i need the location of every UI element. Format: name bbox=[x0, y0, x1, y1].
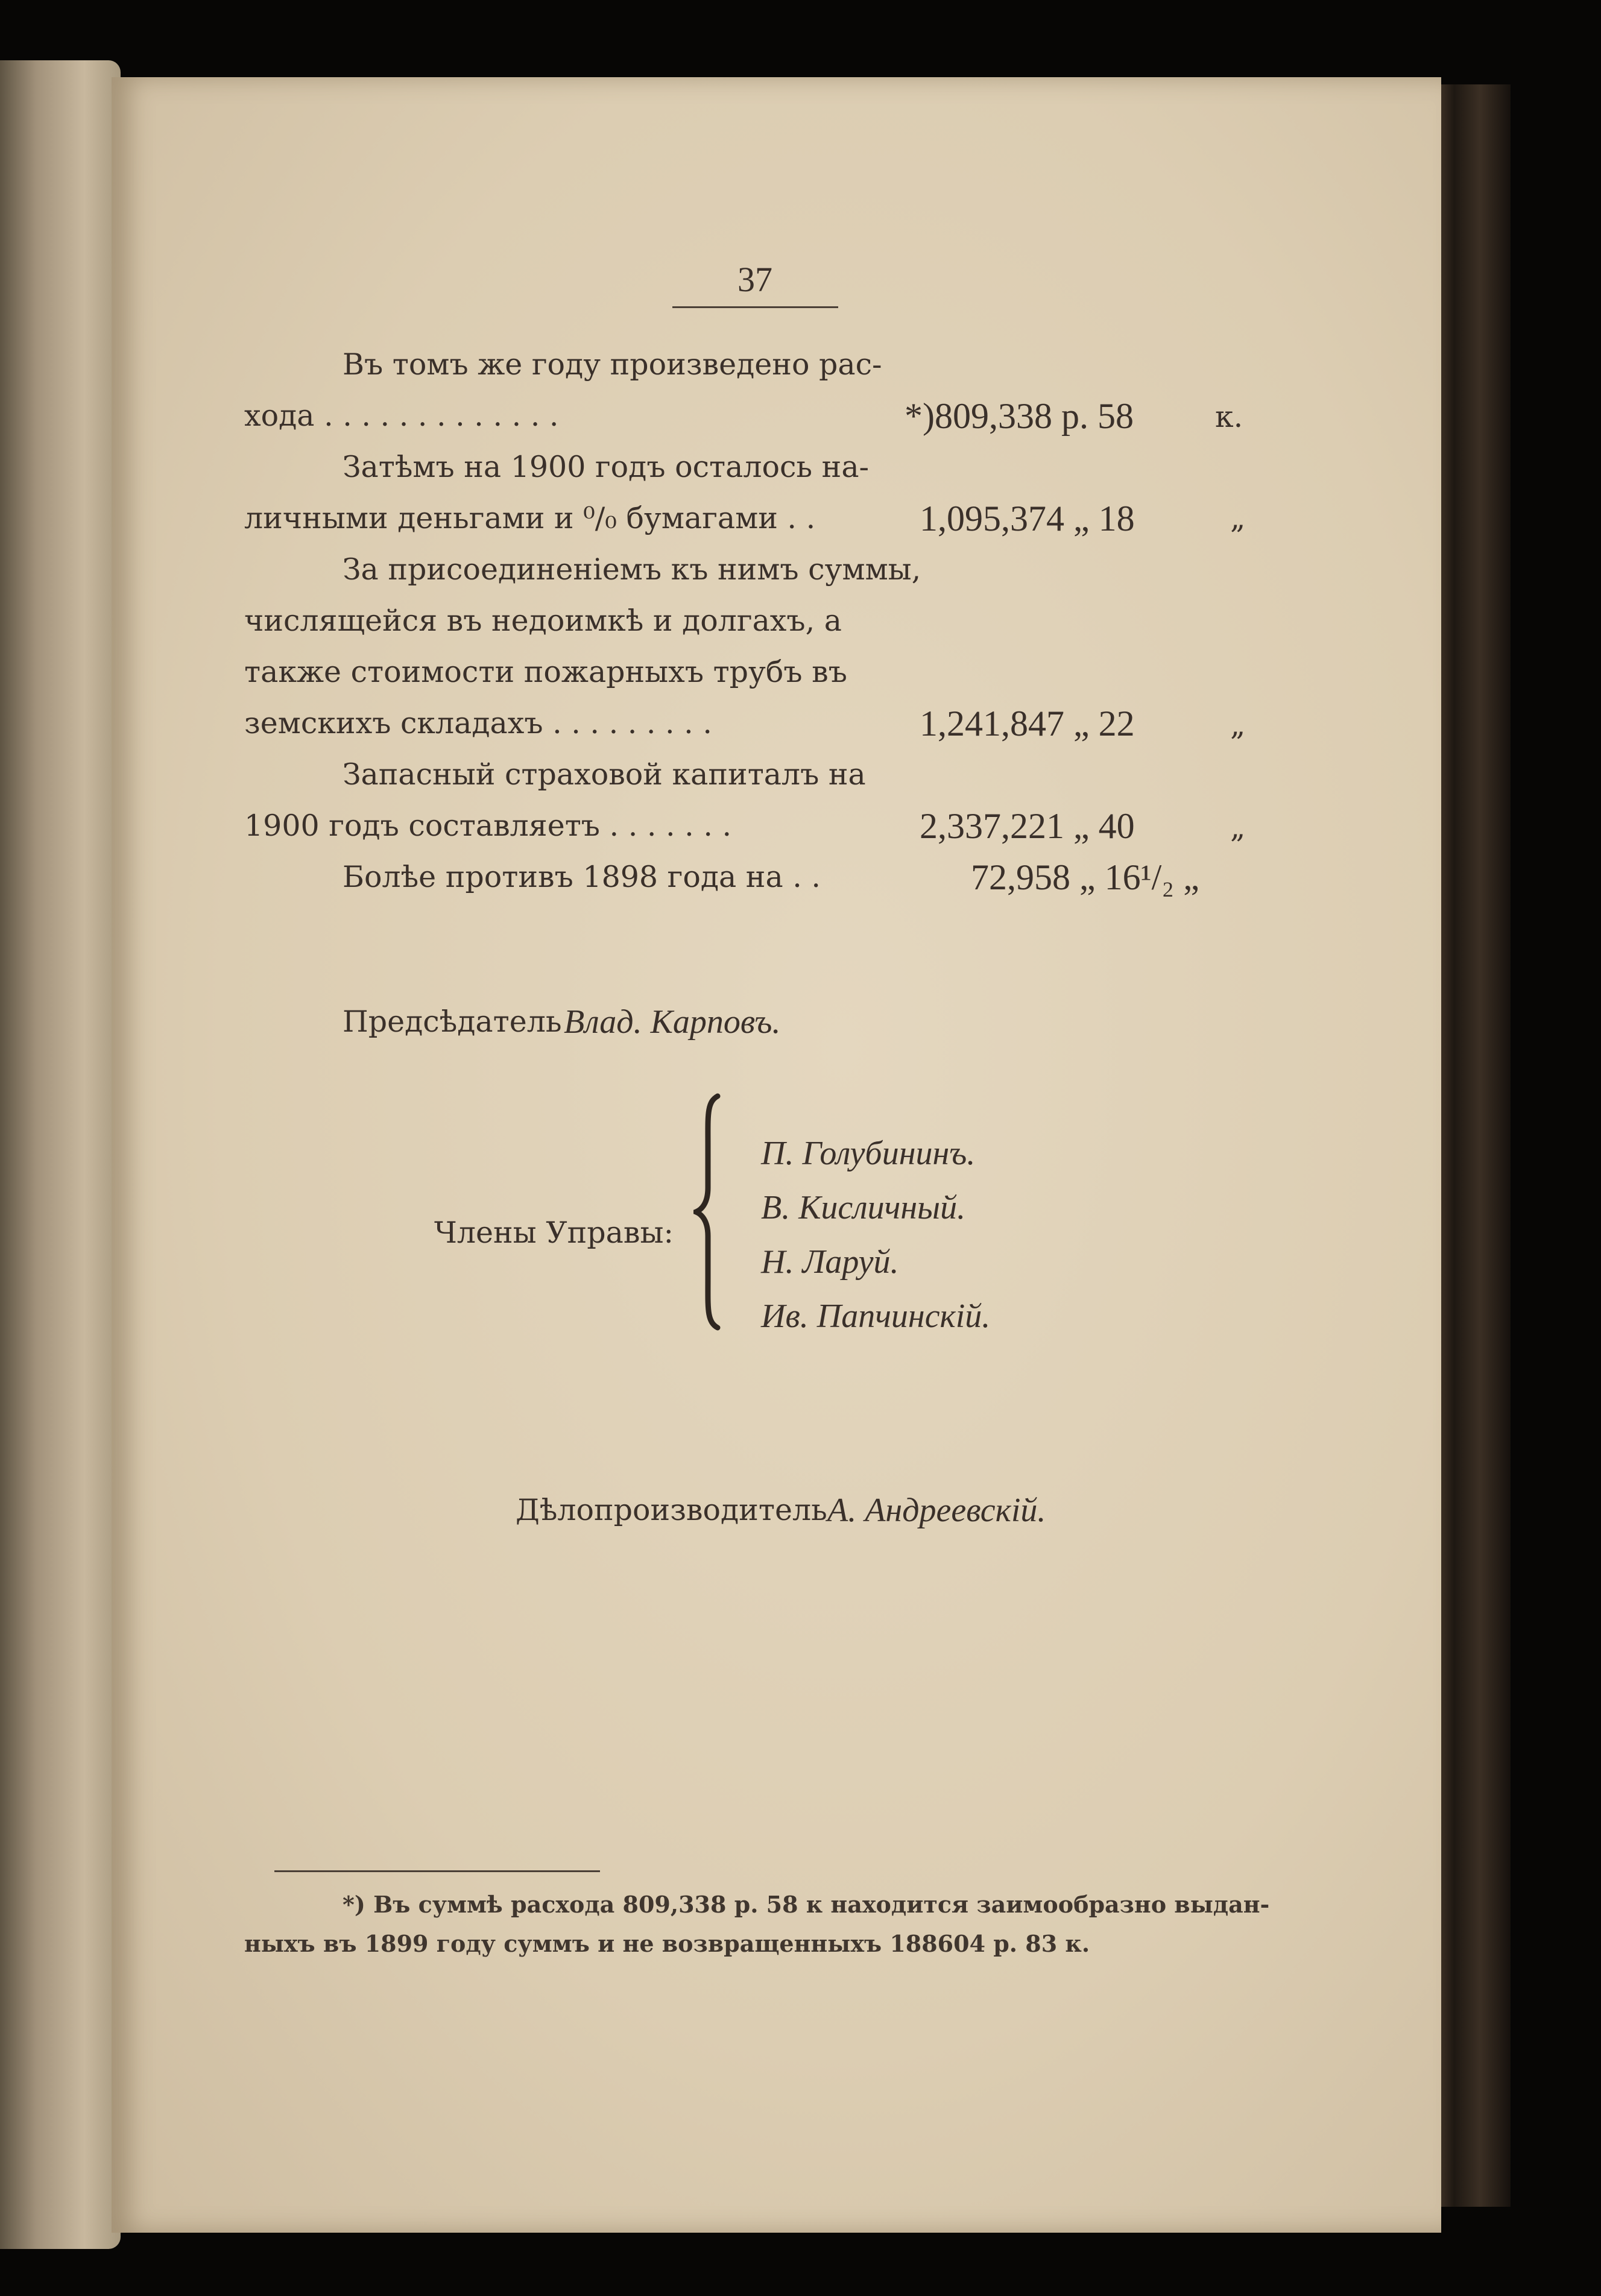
page-number: 37 bbox=[737, 260, 772, 299]
report-line-2-label: хода . . . . . . . . . . . . . bbox=[244, 399, 559, 433]
report-line-8-unit: „ bbox=[1230, 708, 1246, 742]
report-line-10-label: 1900 годъ составляетъ . . . . . . . bbox=[244, 809, 732, 843]
report-line-11-label: Болѣе противъ 1898 года на . . bbox=[343, 860, 821, 894]
footnote-rule bbox=[274, 1870, 600, 1872]
member-2: В. Кисличный. bbox=[761, 1189, 966, 1226]
report-line-4-label: личными деньгами и ⁰/₀ бумагами . . bbox=[244, 501, 816, 535]
clerk-name: А. Андреевскій. bbox=[827, 1492, 1046, 1529]
member-1: П. Голубининъ. bbox=[761, 1135, 976, 1172]
report-line-3: Затѣмъ на 1900 годъ осталось на- bbox=[343, 450, 870, 484]
book-left-page-edge bbox=[0, 60, 121, 2249]
report-line-10-unit: „ bbox=[1230, 810, 1246, 845]
report-line-2-unit: к. bbox=[1215, 400, 1243, 434]
curly-brace bbox=[693, 1091, 724, 1332]
report-line-6: числящейся въ недоимкѣ и долгахъ, а bbox=[244, 604, 842, 638]
report-line-4-unit: „ bbox=[1230, 501, 1246, 535]
report-line-8-amount: 1,241,847 „ 22 bbox=[920, 704, 1135, 743]
footnote-line-1: *) Въ суммѣ расхода 809,338 р. 58 к находится заимообразно выдан- bbox=[343, 1891, 1270, 1918]
member-3: Н. Ларуй. bbox=[761, 1243, 899, 1281]
report-line-11-amount: 72,958 „ 16¹/₂ „ bbox=[971, 857, 1199, 897]
member-4: Ив. Папчинскій. bbox=[761, 1298, 991, 1335]
chairman-name: Влад. Карповъ. bbox=[564, 1003, 781, 1041]
footnote-line-2: ныхъ въ 1899 году суммъ и не возвращенныхъ 188604 р. 83 к. bbox=[244, 1930, 1090, 1957]
report-line-2-amount: *)809,338 р. 58 bbox=[905, 396, 1134, 436]
report-line-8-label: земскихъ складахъ . . . . . . . . . bbox=[244, 706, 712, 740]
report-line-4-amount: 1,095,374 „ 18 bbox=[920, 499, 1135, 538]
members-label: Члены Управы: bbox=[434, 1216, 674, 1250]
report-line-7: также стоимости пожарныхъ трубъ въ bbox=[244, 655, 847, 689]
chairman-title: Предсѣдатель bbox=[343, 1004, 562, 1039]
report-line-5: За присоединеніемъ къ нимъ суммы, bbox=[343, 552, 921, 587]
clerk-title: Дѣлопроизводитель bbox=[516, 1493, 827, 1527]
header-rule bbox=[672, 306, 838, 308]
report-line-10-amount: 2,337,221 „ 40 bbox=[920, 806, 1135, 846]
report-line-9: Запасный страховой капиталъ на bbox=[343, 757, 866, 792]
report-line-1: Въ томъ же году произведено рас- bbox=[343, 347, 882, 382]
